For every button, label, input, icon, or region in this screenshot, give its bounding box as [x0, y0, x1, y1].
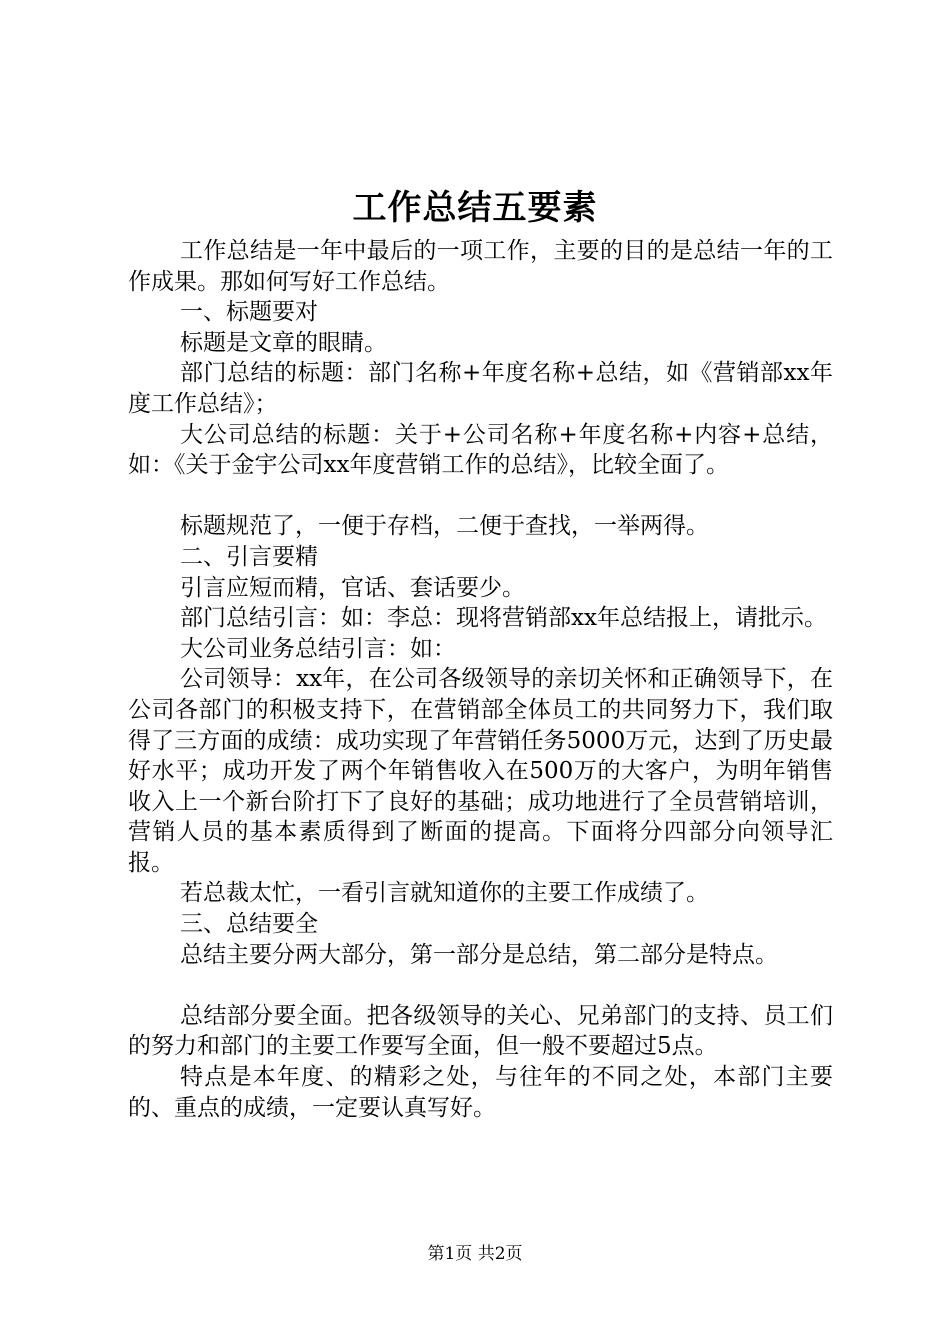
paragraph: 公司领导：xx年，在公司各级领导的亲切关怀和正确领导下，在公司各部门的积极支持下，在营销部全体员工的共同努力下，我们取得了三方面的成绩：成功实现了年营销任务5000万元，达到了历史最好水平；成功开发了两个年销售收入在500万的大客户，为明年销售收入上一个新台阶打下了良好的基础；成功地进行了全员营销培训，营销人员的基本素质得到了断面的提高。下面将分四部分向领导汇报。 [128, 666, 833, 876]
document-body [128, 236, 833, 1123]
paragraph: 标题规范了，一便于存档，二便于查找，一举两得。 [180, 513, 709, 540]
paragraph: 若总裁太忙，一看引言就知道你的主要工作成绩了。 [180, 880, 709, 907]
section-heading-1: 一、标题要对 [180, 299, 318, 326]
paragraph: 大公司业务总结引言：如： [180, 635, 456, 662]
paragraph-intro: 工作总结是一年中最后的一项工作，主要的目的是总结一年的工作成果。那如何写好工作总结。 [128, 238, 833, 295]
paragraph: 总结主要分两大部分，第一部分是总结，第二部分是特点。 [180, 941, 778, 968]
paragraph: 标题是文章的眼睛。 [180, 329, 387, 356]
section-heading-2: 二、引言要精 [180, 543, 318, 570]
paragraph: 大公司总结的标题：关于+公司名称+年度名称+内容+总结，如：《关于金宇公司xx年度营销工作的总结》，比较全面了。 [128, 421, 833, 479]
section-heading-3: 三、总结要全 [180, 911, 318, 938]
paragraph: 引言应短而精，官话、套话要少。 [180, 574, 525, 601]
paragraph: 部门总结引言：如：李总：现将营销部xx年总结报上，请批示。 [180, 605, 827, 632]
paragraph: 部门总结的标题：部门名称+年度名称+总结，如《营销部xx年度工作总结》； [128, 360, 833, 417]
document-title: 工作总结五要素 [352, 188, 598, 228]
paragraph: 特点是本年度、的精彩之处，与往年的不同之处，本部门主要的、重点的成绩，一定要认真写好。 [128, 1064, 833, 1121]
paragraph: 总结部分要全面。把各级领导的关心、兄弟部门的支持、员工们的努力和部门的主要工作要写全面，但一般不要超过5点。 [128, 1002, 833, 1060]
page-footer: 第1页 共2页 [427, 1244, 523, 1264]
